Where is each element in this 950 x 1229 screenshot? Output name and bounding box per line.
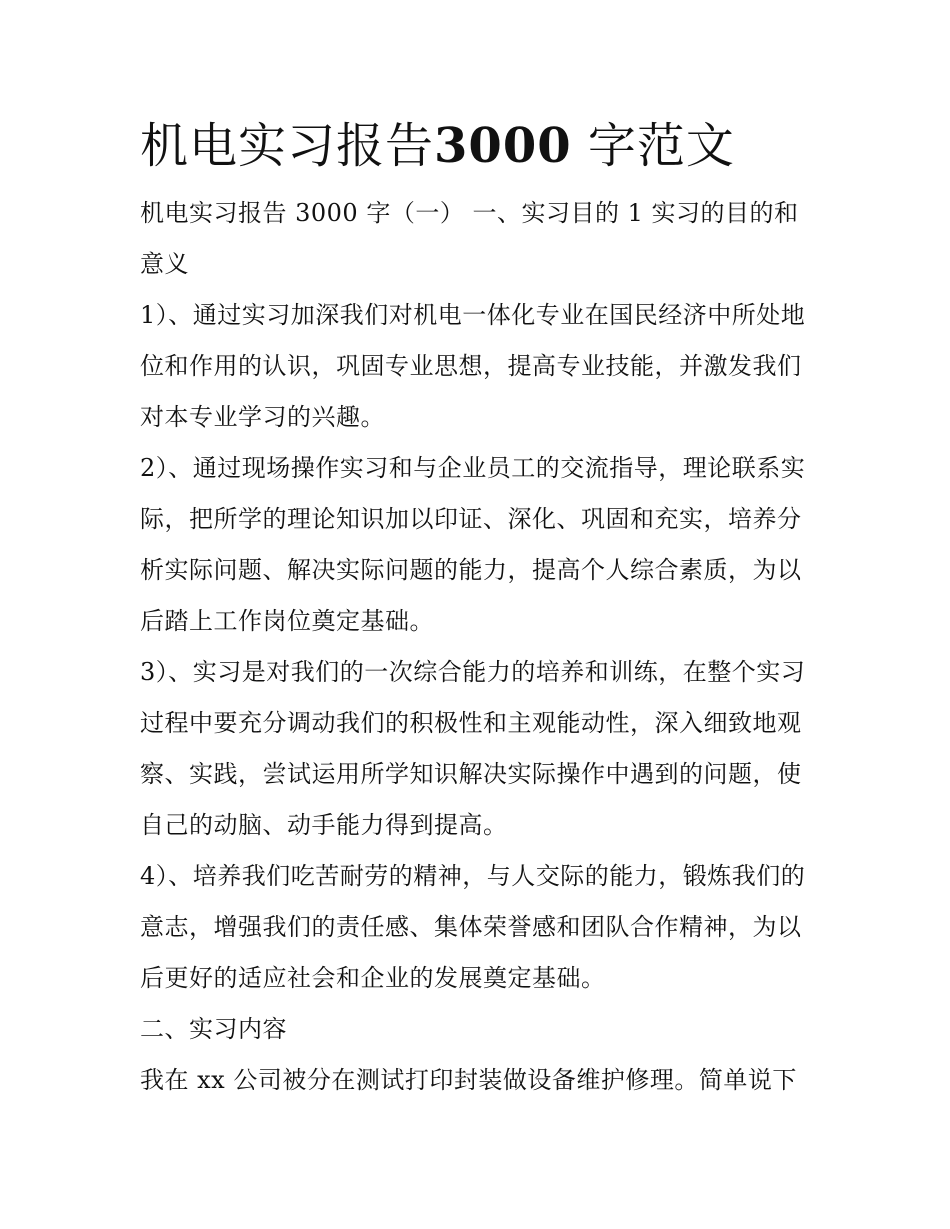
paragraph-item-1: 1）、通过实习加深我们对机电一体化专业在国民经济中所处地位和作用的认识，巩固专业思想，提高专业技能，并激发我们对本专业学习的兴趣。 <box>140 301 806 431</box>
section-heading-content: 二、实习内容 <box>140 1015 287 1043</box>
paragraph-item-4: 4）、培养我们吃苦耐劳的精神，与人交际的能力，锻炼我们的意志，增强我们的责任感、集体荣誉感和团队合作精神，为以后更好的适应社会和企业的发展奠定基础。 <box>140 862 806 992</box>
paragraph-intro: 机电实习报告 3000 字（一） 一、实习目的 1 实习的目的和意义 <box>140 199 799 278</box>
title-number: 3000 <box>434 118 572 174</box>
paragraph-item-2: 2）、通过现场操作实习和与企业员工的交流指导，理论联系实际，把所学的理论知识加以印证、深化、巩固和充实，培养分析实际问题、解决实际问题的能力，提高个人综合素质，为以后踏上工作岗位奠定基础。 <box>140 454 806 635</box>
document-page <box>140 110 820 1106</box>
paragraph-item-3: 3）、实习是对我们的一次综合能力的培养和训练，在整个实习过程中要充分调动我们的积极性和主观能动性，深入细致地观察、实践，尝试运用所学知识解决实际操作中遇到的问题，使自己的动脑、动手能力得到提高。 <box>140 658 806 839</box>
paragraph-content-start: 我在 xx 公司被分在测试打印封装做设备维护修理。简单说下 <box>140 1066 797 1094</box>
document-title <box>140 110 820 182</box>
title-prefix: 机电实习报告 <box>140 118 435 174</box>
title-suffix: 字范文 <box>587 118 735 174</box>
